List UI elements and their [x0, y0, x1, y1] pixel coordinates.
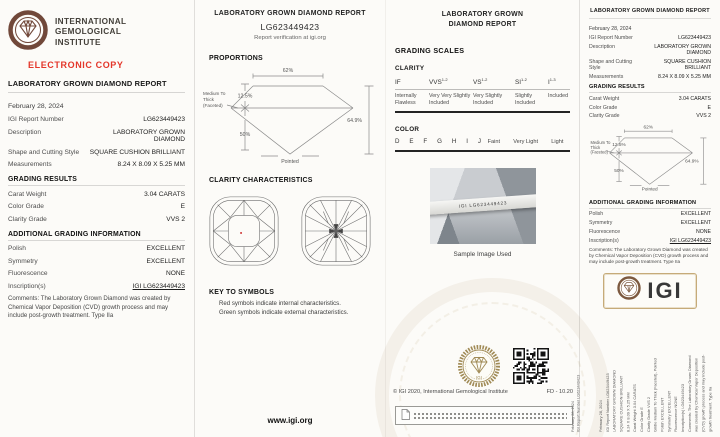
- copyright-line: [393, 389, 573, 395]
- comments-text: Comments: The Laboratory Grown Diamond was created by Chemical Vapor Deposition (CVD) growth process and may include post-growth treatment. Type IIa: [589, 246, 709, 265]
- field-row: Shape and Cutting Style SQUARE CUSHION BRILLIANT: [589, 58, 711, 72]
- additional-row: Symmetry EXCELLENT: [589, 220, 711, 227]
- field-row: Description LABORATORY GROWN DIAMOND: [589, 43, 711, 57]
- additional-row: Polish EXCELLENT: [589, 211, 711, 218]
- svg-text:(Faceted): (Faceted): [203, 103, 223, 108]
- laser-inscription-band: IGI LG623449423: [430, 194, 536, 215]
- internal-characteristic-symbol: [240, 232, 242, 234]
- grading-results-header: GRADING RESULTS: [8, 176, 185, 186]
- svg-text:Medium To: Medium To: [203, 91, 226, 96]
- svg-text:64.9%: 64.9%: [347, 118, 362, 124]
- grading-row: Clarity Grade VVS 2: [8, 215, 185, 223]
- grading-row: Carat Weight 3.04 CARATS: [8, 190, 185, 198]
- igi-logo-box: [603, 273, 697, 309]
- seal-and-qr: [385, 342, 580, 392]
- igi-seal-logo-icon: [617, 276, 641, 305]
- igi-seal-logo-icon: [8, 10, 48, 55]
- proportions-panel: [195, 0, 385, 437]
- electronic-copy-label: ELECTRONIC COPY: [28, 60, 124, 70]
- field-row: Measurements 8.24 X 8.09 X 5.25 MM: [589, 73, 711, 80]
- clarity-scale-header: CLARITY: [395, 65, 425, 72]
- grading-row: Color Grade E: [589, 104, 711, 111]
- sample-photo: [430, 168, 536, 244]
- comments-text: Comments: The Laboratory Grown Diamond was created by Chemical Vapor Deposition (CVD) growth process and may include post-growth treatment. Type IIa: [8, 295, 171, 320]
- fold-edge-text: February 28, 2024 IGI Report Number LG623449423: [571, 374, 581, 432]
- inscription-row: Inscription(s) IGI LG623449423: [589, 237, 711, 244]
- color-scale-header: COLOR: [395, 126, 420, 134]
- sample-image-caption: Sample Image Used: [453, 251, 512, 259]
- field-row: IGI Report Number LG623449423: [589, 35, 711, 41]
- report-title: LABORATORY GROWN DIAMOND REPORT: [8, 79, 185, 93]
- gold-igi-seal-icon: [457, 344, 501, 393]
- svg-text:50%: 50%: [614, 168, 624, 174]
- diamond-plot-crown-icon: [205, 192, 283, 275]
- center-header-title: LABORATORY GROWN DIAMOND REPORT: [214, 10, 366, 17]
- summary-title: LABORATORY GROWN DIAMOND REPORT: [589, 8, 711, 19]
- copyright-text: © IGI 2020, International Gemological Institute: [393, 389, 508, 395]
- spine-microtext: February 28, 2024 IGI Report Number LG623449423 LABORATORY GROWN DIAMOND SQUARE CUSHION BRILLIANT 8.24 X 8.09 X 5.25 MM Carat Weight 3.04 CARATS Color Grade E Clarity Grade VVS 2 Girdle Medium To Thick (Faceted), Pointed Polish EXCELLENT Symmetry EXCELLENT Fluorescence NONE Inscription(s) LG623449423 Comments: The Laboratory Grown Diamond was created by Chemical Vapor Deposition (CVD) growth process and may include post-growth treatment. Type IIa: [598, 354, 713, 432]
- grading-row: Color Grade E: [8, 203, 185, 211]
- proportions-header: PROPORTIONS: [209, 55, 263, 62]
- report-panel-main: [0, 0, 195, 437]
- grading-row: Carat Weight 3.04 CARATS: [589, 95, 711, 102]
- additional-row: Symmetry EXCELLENT: [8, 257, 185, 265]
- inscription-row: Inscription(s) IGI LG623449423: [8, 282, 185, 290]
- disclaimer-box: [395, 406, 573, 425]
- svg-text:(Faceted): (Faceted): [590, 149, 608, 155]
- color-grade-row: D E F G H I J Faint Very Light Light: [395, 138, 570, 152]
- disclaimer-microtext: [414, 411, 567, 421]
- grading-results-header: GRADING RESULTS: [589, 84, 711, 93]
- clarity-plots: [201, 192, 379, 275]
- svg-text:Thick: Thick: [203, 97, 214, 102]
- svg-text:Pointed: Pointed: [281, 159, 299, 164]
- svg-text:50%: 50%: [239, 132, 251, 138]
- proportions-diagram: [201, 64, 379, 169]
- additional-info-header: ADDITIONAL GRADING INFORMATION: [8, 231, 185, 241]
- igi-wordmark: IGI: [647, 277, 683, 303]
- scales-header-title: LABORATORY GROWN DIAMOND REPORT: [441, 11, 524, 28]
- svg-text:64.9%: 64.9%: [685, 159, 699, 165]
- svg-text:IGI: IGI: [476, 375, 482, 380]
- field-row: Shape and Cutting Style SQUARE CUSHION BRILLIANT: [8, 148, 185, 156]
- summary-date: February 28, 2024: [589, 26, 632, 32]
- field-row: Measurements 8.24 X 8.09 X 5.25 MM: [8, 161, 185, 169]
- svg-text:Thick: Thick: [590, 144, 601, 150]
- grading-row: Clarity Grade VVS 2: [589, 113, 711, 120]
- report-verification-link[interactable]: Report verification at igi.org: [254, 35, 326, 41]
- center-report-number: LG623449423: [260, 22, 320, 32]
- clarity-grade-descriptions: Internally Flawless Very Very Slightly Included Very Slightly Included Slightly Included Included: [395, 93, 570, 113]
- clarity-grade-row: IF VVS$^{1-2}$ VS$^{1-2}$ SI$^{1-2}$ $I^{1-3}$: [395, 77, 570, 90]
- additional-row: Fluorescence NONE: [8, 270, 185, 278]
- svg-text:12.5%: 12.5%: [612, 142, 626, 148]
- key-to-symbols-header: KEY TO SYMBOLS: [209, 289, 275, 296]
- qr-code: [513, 348, 549, 384]
- grading-scales-header: GRADING SCALES: [395, 46, 465, 55]
- additional-info-header: ADDITIONAL GRADING INFORMATION: [589, 200, 711, 209]
- key-to-symbols-text: Red symbols indicate internal characteristics. Green symbols indicate external characteristics.: [219, 300, 349, 316]
- svg-text:Pointed: Pointed: [641, 187, 658, 191]
- svg-text:62%: 62%: [643, 125, 654, 131]
- clarity-characteristics-header: CLARITY CHARACTERISTICS: [209, 177, 313, 184]
- field-row: IGI Report Number LG623449423: [8, 116, 185, 123]
- form-code: FD - 10.20: [546, 389, 573, 395]
- website-link[interactable]: www.igi.org: [267, 416, 313, 425]
- mini-proportions-diagram: [589, 123, 711, 196]
- report-date: February 28, 2024: [8, 103, 64, 110]
- document-icon: [401, 407, 410, 425]
- additional-row: Polish EXCELLENT: [8, 245, 185, 253]
- svg-text:Medium To: Medium To: [590, 139, 611, 145]
- additional-row: Fluorescence NONE: [589, 228, 711, 235]
- svg-text:12.5%: 12.5%: [237, 93, 253, 100]
- field-row: Description LABORATORY GROWN DIAMOND: [8, 128, 185, 144]
- diamond-plot-pavilion-icon: [297, 192, 375, 275]
- brand-name: INTERNATIONAL GEMOLOGICAL INSTITUTE: [55, 16, 127, 47]
- svg-text:62%: 62%: [282, 68, 294, 75]
